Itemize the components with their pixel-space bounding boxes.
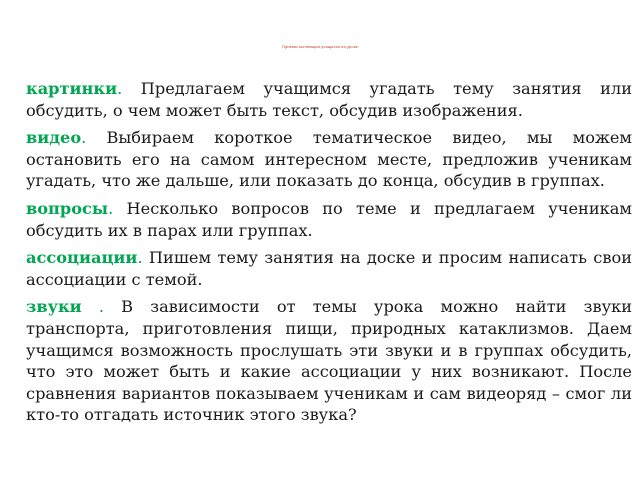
item-associations <box>26 247 632 290</box>
item-text: Предлагаем учащимся угадать тему занятия или обсудить, о чем может быть текст, обсудив изображения. <box>26 79 632 120</box>
item-pictures <box>26 78 632 121</box>
item-video <box>26 127 632 192</box>
item-keyword: картинки <box>26 79 118 98</box>
item-keyword: вопросы <box>26 198 109 218</box>
item-separator: . <box>117 79 123 98</box>
item-sounds <box>26 296 632 426</box>
item-separator: . <box>137 248 143 268</box>
item-keyword: звуки <box>26 297 82 317</box>
item-text: Выбираем короткое тематическое видео, мы можем остановить его на самом интересном месте, предложив ученикам угадать, что же дальше, или показать до конца, обсудив в группах. <box>26 128 632 191</box>
slide-title: Приемы мотивации учащихся на уроке <box>282 44 358 49</box>
item-keyword: видео <box>26 128 82 148</box>
item-text: В зависимости от темы урока можно найти звуки транспорта, приготовления пищи, природных катаклизмов. Даем учащимся возможность прослушать эти звуки и в группах обсудить, что это может быть и какие ассоциации у них возникают. После сравнения вариантов показываем ученикам и сам видеоряд – смог ли кто-то отгадать источник этого звука? <box>26 297 632 425</box>
slide-content <box>26 78 632 432</box>
item-text: Несколько вопросов по теме и предлагаем ученикам обсудить их в парах или группах. <box>26 198 632 240</box>
item-keyword: ассоциации <box>26 248 138 268</box>
item-text: Пишем тему занятия на доске и просим написать свои ассоциации с темой. <box>26 248 632 289</box>
item-separator: . <box>108 198 114 218</box>
item-separator: . <box>81 297 104 317</box>
item-separator: . <box>81 128 87 148</box>
item-questions <box>26 198 632 241</box>
